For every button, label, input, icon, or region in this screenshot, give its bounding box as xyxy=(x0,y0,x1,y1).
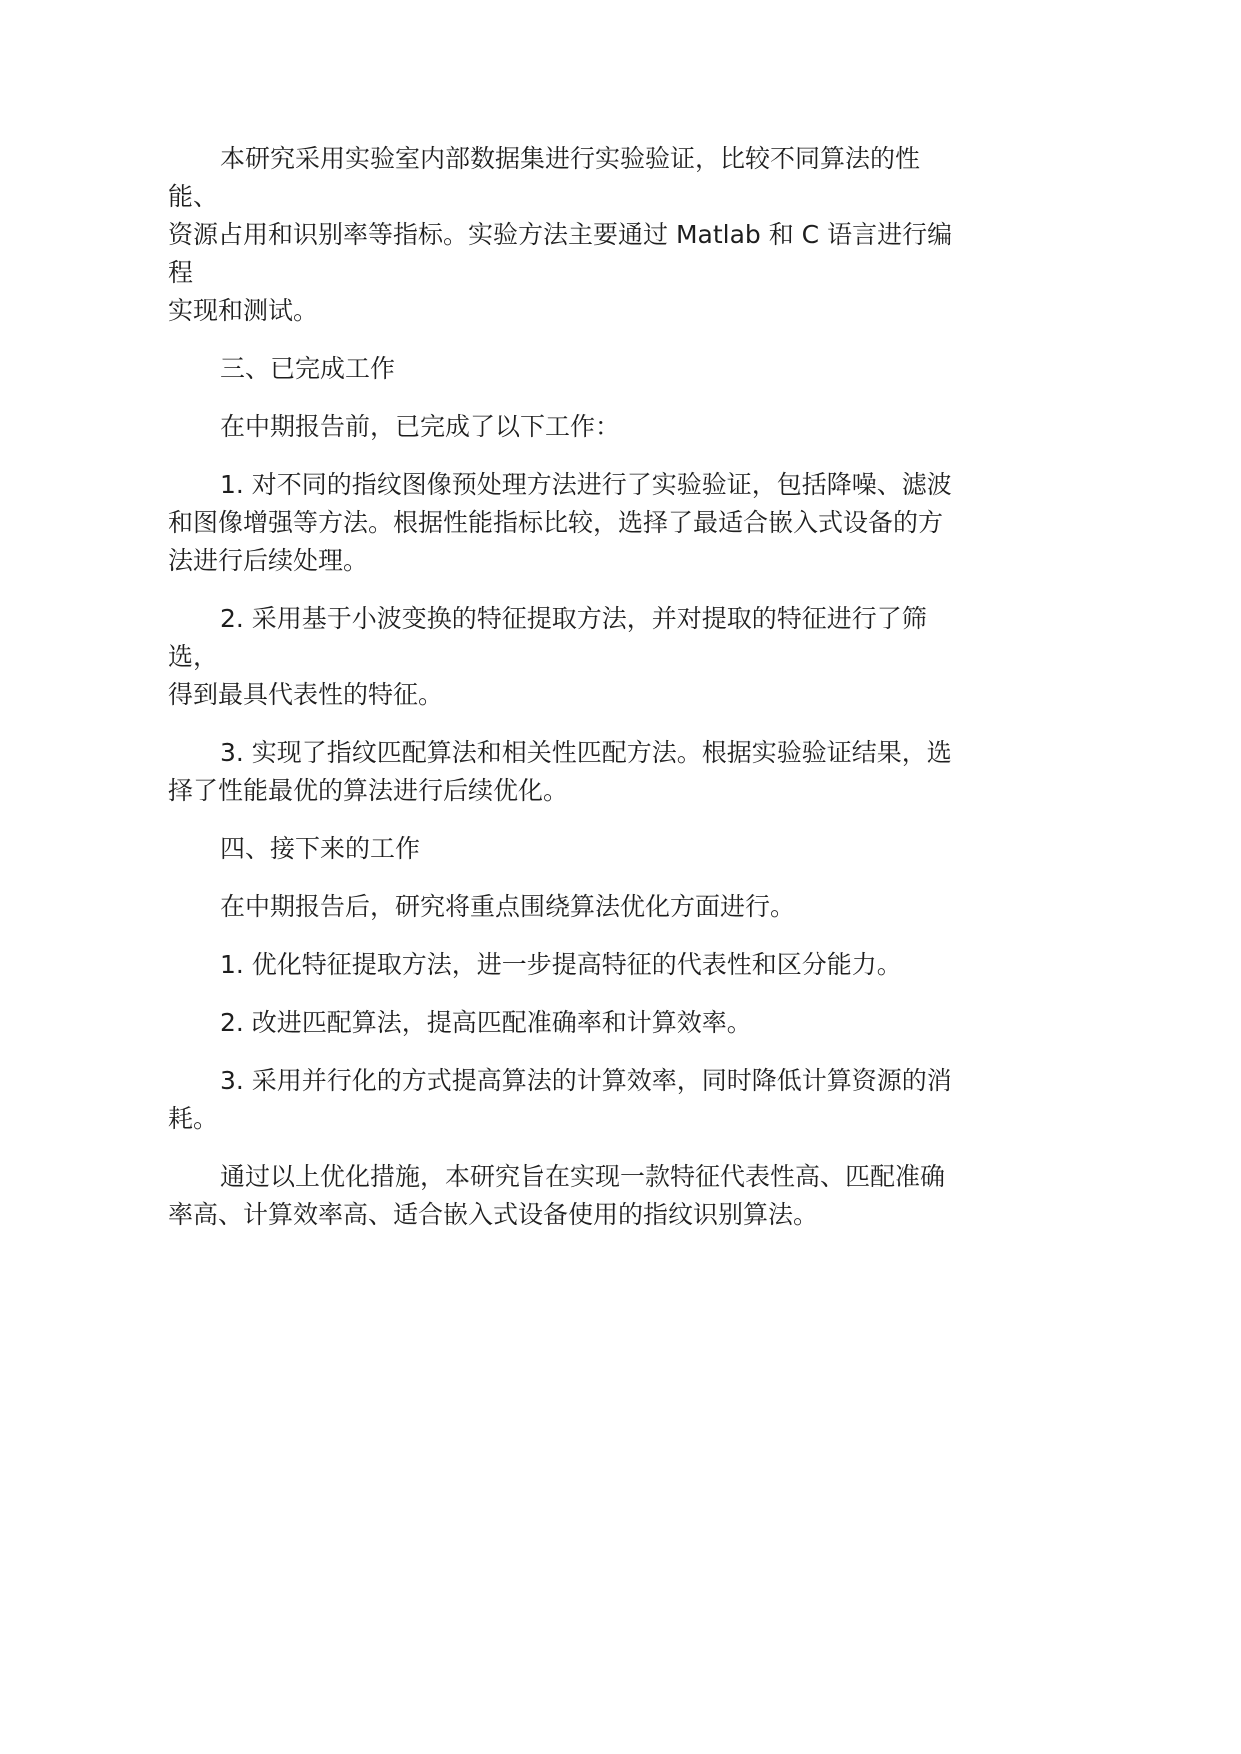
list-item-next-2 xyxy=(168,1004,968,1042)
paragraph-line: 本研究采用实验室内部数据集进行实验验证，比较不同算法的性能、 xyxy=(168,144,921,211)
paragraph-line: 2. 改进匹配算法，提高匹配准确率和计算效率。 xyxy=(220,1008,752,1037)
list-item-completed-2 xyxy=(168,600,968,714)
paragraph-line: 择了性能最优的算法进行后续优化。 xyxy=(168,776,569,805)
list-item-completed-1 xyxy=(168,466,968,580)
paragraph-line: 得到最具代表性的特征。 xyxy=(168,680,444,709)
list-item-next-3 xyxy=(168,1062,968,1138)
heading-text: 四、接下来的工作 xyxy=(220,834,421,863)
paragraph-line: 3. 实现了指纹匹配算法和相关性匹配方法。根据实验验证结果，选 xyxy=(220,738,952,767)
paragraph-conclusion xyxy=(168,1158,968,1234)
list-item-next-1 xyxy=(168,946,968,984)
paragraph-completed-intro xyxy=(168,408,968,446)
paragraph-line: 3. 采用并行化的方式提高算法的计算效率，同时降低计算资源的消 xyxy=(220,1066,952,1095)
section-heading-completed-work xyxy=(168,350,968,388)
paragraph-line: 率高、计算效率高、适合嵌入式设备使用的指纹识别算法。 xyxy=(168,1200,819,1229)
paragraph-line: 1. 对不同的指纹图像预处理方法进行了实验验证，包括降噪、滤波 xyxy=(220,470,952,499)
paragraph-line: 资源占用和识别率等指标。实验方法主要通过 Matlab 和 C 语言进行编程 xyxy=(168,220,953,287)
document-body xyxy=(168,140,968,1234)
paragraph-line: 和图像增强等方法。根据性能指标比较，选择了最适合嵌入式设备的方 xyxy=(168,508,944,537)
heading-text: 三、已完成工作 xyxy=(220,354,396,383)
paragraph-line: 法进行后续处理。 xyxy=(168,546,369,575)
paragraph-line: 耗。 xyxy=(168,1104,219,1133)
paragraph-next-intro xyxy=(168,888,968,926)
paragraph-line: 实现和测试。 xyxy=(168,296,319,325)
paragraph-experiment-method xyxy=(168,140,968,330)
paragraph-line: 2. 采用基于小波变换的特征提取方法，并对提取的特征进行了筛选， xyxy=(168,604,927,671)
paragraph-line: 在中期报告前，已完成了以下工作： xyxy=(220,412,621,441)
paragraph-line: 在中期报告后，研究将重点围绕算法优化方面进行。 xyxy=(220,892,796,921)
paragraph-line: 1. 优化特征提取方法，进一步提高特征的代表性和区分能力。 xyxy=(220,950,902,979)
section-heading-next-work xyxy=(168,830,968,868)
paragraph-line: 通过以上优化措施，本研究旨在实现一款特征代表性高、匹配准确 xyxy=(220,1162,946,1191)
list-item-completed-3 xyxy=(168,734,968,810)
